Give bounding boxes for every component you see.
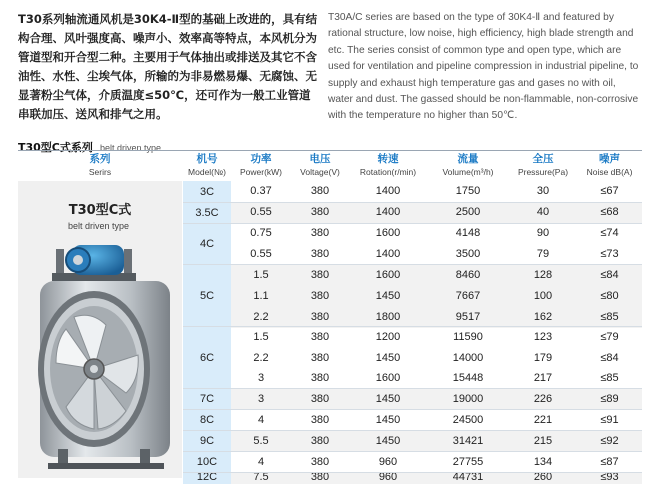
panel-title: T30型C式: [68, 203, 132, 218]
cell-voltage: 380: [310, 311, 330, 323]
cell-voltage: 380: [310, 456, 330, 468]
cell-power: 0.55: [250, 206, 272, 218]
cell-pressure: 215: [533, 435, 553, 447]
model-cell-last-label: 12C: [196, 473, 218, 483]
table-row-last: [231, 473, 642, 484]
header-noise-cn: 噪声: [599, 153, 620, 165]
table-row: [231, 368, 642, 389]
cell-noise: ≤91: [600, 414, 619, 426]
cell-pressure: 226: [533, 393, 553, 405]
header-volume-cn: 流量: [457, 153, 479, 165]
row-divider: [183, 472, 642, 473]
cell-pressure: 100: [533, 290, 553, 302]
cell-volume: 24500: [452, 414, 484, 426]
model-cell-last: [183, 473, 231, 484]
cell-noise: ≤85: [600, 372, 619, 384]
model-cell: 5C: [183, 265, 231, 326]
cell-power: 0.75: [250, 227, 272, 239]
cell-power: 0.55: [250, 248, 272, 260]
header-volume-en: Volume(m³/h): [442, 167, 494, 177]
cell-pressure: 162: [533, 311, 553, 323]
header-noise: [577, 152, 642, 180]
header-series: [18, 152, 182, 180]
cell-power: 4: [257, 456, 265, 468]
table-row: [231, 223, 642, 244]
cell-noise: ≤68: [600, 206, 619, 218]
cell-power: 4: [257, 414, 265, 426]
table-row: [231, 286, 642, 307]
row-divider: [183, 326, 642, 327]
cell-pressure: 134: [533, 456, 553, 468]
table-row: [231, 327, 642, 348]
cell-rotation: 1400: [375, 206, 401, 218]
series-panel: [18, 181, 182, 478]
model-cell: 9C: [183, 431, 231, 451]
intro-english: T30A/C series are based on the type of 30K4-Ⅱ and featured by rational structure, low noise, high efficiency, high blade strength and etc. The series consist of common type and open type, which are used for ventilation and pipeline compression in industrial pipeline, to supply and exhaust high temperature gas and gases no with oil, water and dust. The gassed should be non-flammable, non-corrosive with the temperature no higher than 50℃.: [328, 12, 639, 122]
cell-volume: 15448: [452, 372, 484, 384]
cell-voltage: 380: [310, 290, 330, 302]
cell-voltage: 380: [310, 248, 330, 260]
cell-rotation: 960: [378, 473, 398, 483]
model-cell: 8C: [183, 410, 231, 430]
cell-volume: 3500: [455, 248, 481, 260]
header-voltage-en: Voltage(V): [300, 167, 340, 177]
cell-rotation: 1200: [375, 331, 401, 343]
header-voltage-cn: 电压: [309, 153, 331, 165]
table-row: [231, 202, 642, 223]
cell-noise: ≤80: [600, 290, 619, 302]
cell-pressure: 221: [533, 414, 553, 426]
cell-voltage: 380: [310, 227, 330, 239]
cell-volume: 27755: [452, 456, 484, 468]
cell-rotation: 960: [378, 456, 398, 468]
section-divider: [18, 150, 642, 151]
header-rotation: [349, 152, 427, 180]
cell-volume: 44731: [452, 473, 484, 483]
table-row: [231, 265, 642, 286]
cell-noise: ≤84: [600, 269, 619, 281]
header-power-en: Power(kW): [239, 167, 283, 177]
cell-rotation: 1600: [375, 372, 401, 384]
header-model-cn: 机号: [196, 153, 218, 165]
cell-volume: 1750: [455, 185, 481, 197]
model-cell: 3C: [183, 181, 231, 202]
row-divider: [183, 202, 642, 203]
cell-power: 2.2: [253, 352, 269, 364]
cell-volume: 11590: [453, 331, 483, 343]
cell-rotation: 1450: [375, 290, 401, 302]
model-cell: 7C: [183, 389, 231, 409]
cell-volume: 8460: [455, 269, 481, 281]
panel-subtitle: belt driven type: [68, 221, 130, 231]
table-row: [231, 389, 642, 410]
cell-pressure: 217: [533, 372, 553, 384]
cell-volume: 7667: [455, 290, 481, 302]
cell-pressure: 260: [533, 473, 553, 483]
header-model: [183, 152, 231, 180]
cell-rotation: 1400: [375, 185, 401, 197]
cell-pressure: 123: [533, 331, 553, 343]
cell-rotation: 1450: [375, 435, 401, 447]
cell-pressure: 40: [536, 206, 550, 218]
cell-volume: 31421: [452, 435, 484, 447]
cell-voltage: 380: [310, 435, 330, 447]
cell-noise: ≤74: [600, 227, 619, 239]
table-row: [231, 452, 642, 473]
table-row: [231, 431, 642, 452]
table-row: [231, 244, 642, 265]
row-divider: [183, 409, 642, 410]
header-rotation-cn: 转速: [377, 153, 399, 165]
intro-chinese: T30系列轴流通风机是30K4-Ⅱ型的基础上改进的，具有结构合理、风叶强度高、噪声小、效率高等特点，本风机分为管道型和开合型二种。主要用于气体抽出或排送及其它不含油性、水性、尘埃气体，所输的为非易燃易爆、无腐蚀、无显著粉尘气体，介质温度≤50℃，还可作为一般工业管道串联加压、送风和排气之用。: [18, 12, 318, 121]
cell-volume: 14000: [452, 352, 484, 364]
model-cell: 10C: [183, 452, 231, 472]
cell-rotation: 1450: [375, 352, 401, 364]
cell-noise: ≤67: [600, 185, 619, 197]
header-voltage: [291, 152, 349, 180]
cell-voltage: 380: [310, 352, 330, 364]
cell-power: 3: [257, 393, 265, 405]
header-rotation-en: Rotation(r/min): [359, 167, 417, 177]
row-divider: [183, 451, 642, 452]
cell-voltage: 380: [310, 269, 330, 281]
cell-pressure: 79: [536, 248, 550, 260]
header-noise-en: Noise dB(A): [586, 167, 633, 177]
section-title-cn: T30型C式系列: [18, 141, 93, 154]
section-title-en: belt driven type: [99, 143, 162, 153]
header-pressure-cn: 全压: [532, 153, 554, 165]
model-cell: 3.5C: [183, 203, 231, 223]
cell-noise: ≤84: [600, 352, 619, 364]
cell-rotation: 1400: [375, 248, 401, 260]
header-pressure: [509, 152, 577, 180]
row-divider: [183, 264, 642, 265]
cell-power: 1.5: [253, 331, 269, 343]
header-series-en: Serirs: [88, 167, 112, 177]
cell-rotation: 1600: [375, 227, 401, 239]
section-title: [18, 136, 638, 154]
cell-power: 1.5: [253, 269, 269, 281]
axial-fan-image: [34, 243, 180, 473]
cell-power: 5.5: [253, 435, 269, 447]
cell-voltage: 380: [310, 473, 330, 483]
cell-noise: ≤73: [600, 248, 619, 260]
model-cell: 6C: [183, 327, 231, 388]
cell-rotation: 1450: [375, 414, 401, 426]
cell-volume: 4148: [455, 227, 481, 239]
header-series-cn: 系列: [89, 153, 111, 165]
cell-noise: ≤79: [600, 331, 619, 343]
cell-voltage: 380: [310, 206, 330, 218]
cell-rotation: 1800: [375, 311, 401, 323]
cell-noise: ≤85: [600, 311, 619, 323]
cell-power: 1.1: [253, 290, 269, 302]
header-model-en: Model(№): [188, 167, 226, 177]
header-power-cn: 功率: [250, 153, 272, 165]
header-volume: [427, 152, 509, 180]
cell-noise: ≤93: [600, 473, 619, 483]
table-row: [231, 181, 642, 202]
cell-pressure: 128: [533, 269, 553, 281]
cell-voltage: 380: [310, 393, 330, 405]
cell-rotation: 1600: [375, 269, 401, 281]
cell-noise: ≤92: [600, 435, 619, 447]
cell-power: 7.5: [253, 473, 269, 483]
table-row: [231, 307, 642, 328]
cell-voltage: 380: [310, 331, 330, 343]
row-divider: [183, 388, 642, 389]
table-row: [231, 410, 642, 431]
cell-voltage: 380: [310, 185, 330, 197]
header-power: [231, 152, 291, 180]
cell-noise: ≤87: [600, 456, 619, 468]
table-row: [231, 348, 642, 369]
cell-volume: 2500: [455, 206, 481, 218]
cell-noise: ≤89: [600, 393, 619, 405]
header-pressure-en: Pressure(Pa): [517, 167, 569, 177]
table-header: [18, 152, 642, 180]
cell-voltage: 380: [310, 372, 330, 384]
cell-power: 3: [257, 372, 265, 384]
cell-rotation: 1450: [375, 393, 401, 405]
model-cell: 4C: [183, 224, 231, 264]
row-divider: [183, 430, 642, 431]
cell-pressure: 179: [533, 352, 553, 364]
cell-volume: 19000: [452, 393, 484, 405]
cell-pressure: 90: [536, 227, 550, 239]
cell-pressure: 30: [536, 185, 550, 197]
cell-power: 0.37: [250, 185, 272, 197]
row-divider: [183, 223, 642, 224]
cell-volume: 9517: [455, 311, 481, 323]
cell-voltage: 380: [310, 414, 330, 426]
cell-power: 2.2: [253, 311, 269, 323]
